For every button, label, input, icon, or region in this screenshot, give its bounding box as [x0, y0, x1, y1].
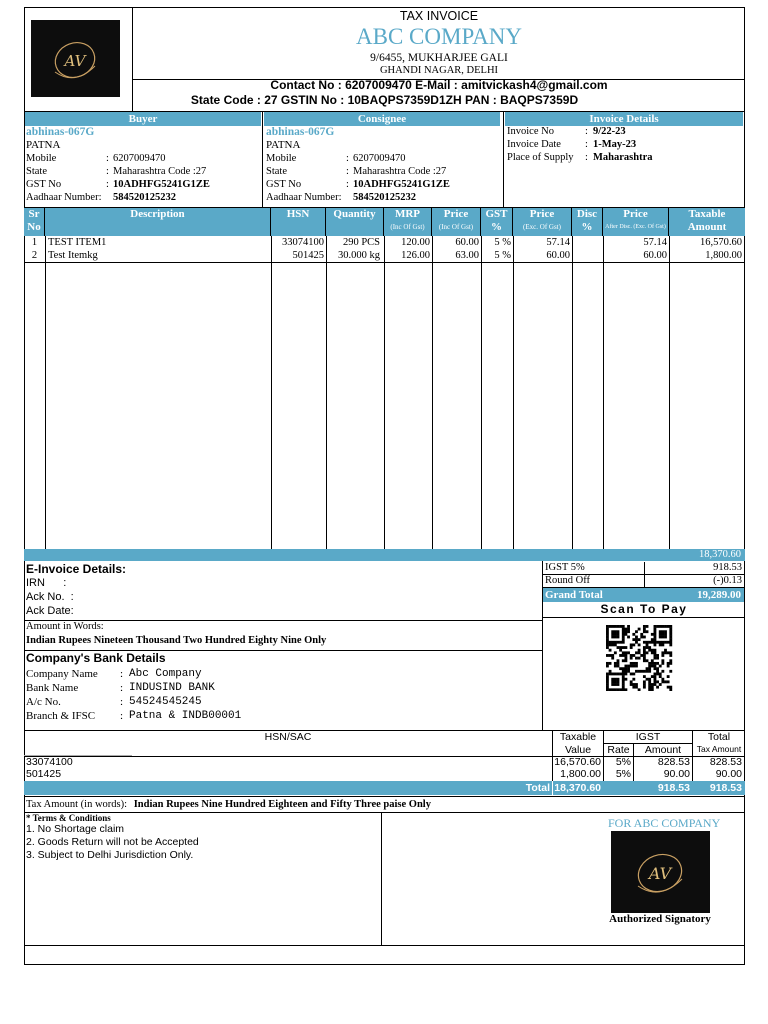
consignee-name: abhinas-067G	[266, 126, 335, 138]
einvoice-ack-no: Ack No. :	[26, 591, 74, 603]
grand-total-label: Grand Total	[545, 589, 603, 601]
hsn-igst-label: IGST	[604, 731, 692, 744]
consignee-state: Maharashtra Code :27	[353, 166, 447, 177]
invoice-supply: Maharashtra	[593, 152, 653, 163]
bank-ifsc: Patna & INDB00001	[129, 710, 242, 722]
buyer-mobile: 6207009470	[113, 153, 166, 164]
consignee-state-colon: :	[346, 166, 349, 177]
item-mrp: 120.00	[401, 237, 430, 248]
consignee-city: PATNA	[266, 139, 301, 151]
item-taxable: 16,570.60	[700, 237, 742, 248]
buyer-state: Maharashtra Code :27	[113, 166, 207, 177]
consignee-state-label: State	[266, 166, 287, 177]
buyer-gst-label: GST No	[26, 179, 62, 190]
col-line	[513, 236, 514, 560]
consignee-aadhaar: 584520125232	[353, 192, 416, 203]
col-price-exc-label: Price	[529, 208, 555, 220]
col-taxable-label: Taxable	[688, 208, 726, 220]
col-disc-label2: %	[581, 221, 593, 233]
einvoice-title: E-Invoice Details:	[26, 562, 127, 576]
col-line	[572, 236, 573, 560]
scan-to-pay-label: Scan To Pay	[543, 602, 745, 618]
consignee-gst-row	[266, 178, 502, 191]
bottom-rule	[24, 945, 745, 946]
signature-logo	[611, 831, 710, 913]
item-disc	[572, 249, 601, 262]
col-price-after-label: Price	[623, 208, 648, 220]
col-taxable-label2: Amount	[687, 221, 727, 233]
logo-icon	[31, 20, 120, 97]
col-qty-label: Quantity	[333, 208, 376, 220]
consignee-mobile-label: Mobile	[266, 153, 297, 164]
hsn-row-total: 828.53	[709, 756, 742, 768]
col-disc-label: Disc	[576, 208, 598, 220]
bank-company-row	[26, 667, 536, 681]
consignee-title: Consignee	[264, 112, 500, 126]
item-disc	[572, 236, 601, 249]
einvoice-irn: IRN :	[26, 577, 67, 589]
bank-company-label: Company Name	[26, 668, 98, 680]
buyer-aadhaar: 584520125232	[113, 192, 176, 203]
item-qty: 30.000 kg	[338, 250, 380, 261]
hsn-row-rate: 5%	[615, 756, 631, 768]
hsn-total-row-label: Total	[525, 782, 550, 794]
address-line2: GHANDI NAGAR, DELHI	[379, 65, 499, 76]
buyer-name: abhinas-067G	[26, 126, 95, 138]
hsn-row-amount: 828.53	[657, 756, 690, 768]
consignee-mobile: 6207009470	[353, 153, 406, 164]
bank-ac: 54524545245	[129, 696, 202, 708]
consignee-block	[266, 126, 502, 204]
contact-line: Contact No : 6207009470 E-Mail : amitvickash4@gmail.com	[270, 78, 608, 92]
amount-words-label: Amount in Words:	[26, 621, 104, 632]
qr-code[interactable]	[606, 625, 673, 691]
col-price-exc	[513, 208, 572, 236]
consignee-aadhaar-label: Aadhaar Number:	[266, 192, 342, 203]
summary-divider	[644, 562, 645, 575]
item-hsn: 501425	[292, 250, 324, 261]
qr-code-icon	[606, 625, 673, 691]
buyer-aadhaar-row	[26, 191, 262, 204]
consignee-gst-label: GST No	[266, 179, 302, 190]
summary-divider	[644, 575, 645, 588]
col-line	[271, 236, 272, 560]
col-sr	[24, 208, 45, 236]
col-mrp-sub: (Inc Of Gst)	[390, 223, 425, 231]
item-price: 60.00	[455, 237, 479, 248]
col-price	[432, 208, 481, 236]
company-name: ABC COMPANY	[356, 24, 522, 49]
bank-name-row	[26, 681, 536, 695]
igst-label: IGST 5%	[545, 562, 585, 573]
bank-ac-colon: :	[120, 696, 124, 708]
col-sr-label2: No	[27, 221, 41, 233]
buyer-aadhaar-label: Aadhaar Number:	[26, 192, 102, 203]
item-taxable: 1,800.00	[705, 250, 742, 261]
invoice-date-label: Invoice Date	[507, 139, 561, 150]
bank-title: Company's Bank Details	[26, 651, 166, 665]
col-price-after	[603, 208, 669, 236]
item-row-1	[24, 236, 745, 249]
hsn-row-code: 501425	[26, 768, 62, 780]
item-gst: 5 %	[494, 250, 511, 261]
item-price-after: 57.14	[643, 237, 667, 248]
party-divider-2	[503, 112, 504, 207]
col-gst-label2: %	[491, 221, 502, 233]
item-desc: TEST ITEM1	[48, 237, 107, 248]
hsn-value-label: Value	[564, 744, 592, 756]
col-price-exc-sub: (Exc. Of Gst)	[523, 223, 561, 231]
igst-value: 918.53	[713, 562, 742, 573]
invoice-date-row	[507, 138, 743, 151]
item-gst: 5 %	[494, 237, 511, 248]
col-mrp	[384, 208, 432, 236]
igst-row	[543, 562, 745, 575]
item-sr: 1	[31, 237, 38, 248]
hsn-amount-label: Amount	[644, 744, 682, 756]
amount-words-value: Indian Rupees Nineteen Thousand Two Hundred Eighty Nine Only	[26, 635, 327, 646]
item-price: 63.00	[455, 250, 479, 261]
consignee-mobile-row	[266, 152, 502, 165]
logo-icon	[611, 831, 710, 913]
buyer-state-row	[26, 165, 262, 178]
party-divider-1	[262, 112, 263, 207]
item-desc: Test Itemkg	[48, 250, 98, 261]
consignee-aadhaar-row	[266, 191, 502, 204]
col-hsn	[271, 208, 326, 236]
hsn-row-value: 16,570.60	[554, 756, 601, 768]
col-hsn-label: HSN	[286, 208, 310, 220]
for-company-label: FOR ABC COMPANY	[608, 816, 721, 830]
hsn-col-label: HSN/SAC	[264, 731, 312, 743]
hsn-total-row	[24, 781, 745, 795]
invoice-supply-label: Place of Supply	[507, 152, 574, 163]
buyer-mobile-label: Mobile	[26, 153, 57, 164]
invoice-details-block	[507, 125, 743, 164]
logo-text: AV	[648, 864, 672, 883]
bank-ac-label: A/c No.	[26, 696, 61, 708]
round-value: (-)0.13	[713, 575, 742, 586]
header-logo	[31, 20, 120, 97]
col-line	[45, 236, 46, 560]
item-price-after: 60.00	[643, 250, 667, 261]
items-header	[24, 208, 745, 236]
item-price-exc: 57.14	[546, 237, 570, 248]
bank-ifsc-label: Branch & IFSC	[26, 710, 96, 722]
invoice-no-colon: :	[585, 126, 588, 137]
invoice-date: 1-May-23	[593, 139, 637, 150]
invoice-details-title: Invoice Details	[505, 112, 743, 126]
item-row-rule	[24, 262, 745, 263]
invoice-supply-colon: :	[585, 152, 588, 163]
invoice-no-label: Invoice No	[507, 126, 554, 137]
buyer-mobile-colon: :	[106, 153, 109, 164]
bank-name-label: Bank Name	[26, 682, 79, 694]
buyer-state-label: State	[26, 166, 47, 177]
hsn-row-total: 90.00	[715, 768, 742, 780]
hsn-row-amount: 90.00	[663, 768, 690, 780]
col-price-after-sub: After Disc. (Exc. Of Gst)	[605, 224, 666, 230]
col-disc	[572, 208, 603, 236]
terms-title: * Terms & Conditions	[26, 813, 111, 823]
buyer-gst-row	[26, 178, 262, 191]
item-price-exc: 60.00	[546, 250, 570, 261]
terms-divider	[381, 813, 382, 945]
consignee-state-row	[266, 165, 502, 178]
col-sr-label: Sr	[28, 208, 40, 220]
items-total: 18,370.60	[699, 549, 741, 560]
grand-total-value: 19,289.00	[697, 589, 741, 601]
invoice-supply-row	[507, 151, 743, 164]
invoice-date-colon: :	[585, 139, 588, 150]
consignee-mobile-colon: :	[346, 153, 349, 164]
bank-ifsc-colon: :	[120, 710, 124, 722]
buyer-title: Buyer	[25, 112, 261, 126]
buyer-gst: 10ADHFG5241G1ZE	[113, 179, 210, 190]
einvoice-ack-date: Ack Date:	[26, 605, 74, 617]
terms-item: 1. No Shortage claim	[26, 823, 125, 835]
buyer-block	[26, 126, 262, 204]
round-row	[543, 575, 745, 588]
state-line: State Code : 27 GSTIN No : 10BAQPS7359D1ZH PAN : BAQPS7359D	[190, 93, 579, 107]
col-price-sub: (Inc Of Gst)	[438, 223, 474, 231]
buyer-mobile-row	[26, 152, 262, 165]
hsn-total-tax-label: Tax Amount	[696, 744, 742, 754]
col-line	[481, 236, 482, 560]
col-price-label: Price	[443, 208, 469, 220]
consignee-gst-colon: :	[346, 179, 349, 190]
bank-name: INDUSIND BANK	[129, 682, 215, 694]
col-line	[603, 236, 604, 560]
tax-words-label: Tax Amount (in words):	[26, 799, 128, 810]
item-qty: 290 PCS	[342, 237, 380, 248]
item-hsn: 33074100	[282, 237, 324, 248]
bank-company: Abc Company	[129, 668, 202, 680]
col-qty	[326, 208, 384, 236]
col-gst-label: GST	[485, 208, 508, 220]
hsn-total-label: Total	[707, 731, 731, 743]
hsn-row-value: 1,800.00	[560, 768, 601, 780]
item-sr: 2	[31, 250, 38, 261]
terms-item: 2. Goods Return will not be Accepted	[26, 836, 199, 848]
hsn-total-tax: 918.53	[709, 782, 742, 794]
col-gst	[481, 208, 513, 236]
tax-words-value: Indian Rupees Nine Hundred Eighteen and Fifty Three paise Only	[133, 799, 431, 810]
bank-ifsc-row	[26, 709, 536, 723]
col-line	[384, 236, 385, 560]
items-total-bar	[24, 549, 745, 561]
bank-company-colon: :	[120, 668, 124, 680]
item-row-2	[24, 249, 745, 262]
col-desc-label: Description	[130, 208, 185, 220]
invoice-no: 9/22-23	[593, 126, 626, 137]
hsn-table	[24, 731, 745, 796]
tax-words-row	[24, 796, 745, 813]
bank-ac-row	[26, 695, 536, 709]
col-taxable	[669, 208, 745, 236]
col-desc	[45, 208, 271, 236]
address-line1: 9/6455, MUKHARJEE GALI	[370, 52, 508, 64]
hsn-total-amount: 918.53	[657, 782, 690, 794]
invoice-no-row	[507, 125, 743, 138]
round-label: Round Off	[545, 575, 591, 586]
buyer-state-colon: :	[106, 166, 109, 177]
hsn-taxable-label: Taxable	[559, 731, 597, 743]
col-line	[432, 236, 433, 560]
hsn-row-code: 33074100	[26, 756, 73, 768]
consignee-gst: 10ADHFG5241G1ZE	[353, 179, 450, 190]
hsn-total-value: 18,370.60	[554, 782, 601, 794]
buyer-city: PATNA	[26, 139, 61, 151]
buyer-gst-colon: :	[106, 179, 109, 190]
col-line	[326, 236, 327, 560]
col-mrp-label: MRP	[394, 208, 421, 220]
doc-title: TAX INVOICE	[399, 9, 479, 23]
hsn-row-rate: 5%	[615, 768, 631, 780]
col-line	[669, 236, 670, 560]
grand-total-row	[543, 588, 744, 602]
item-mrp: 126.00	[401, 250, 430, 261]
terms-item: 3. Subject to Delhi Jurisdiction Only.	[26, 849, 194, 861]
hsn-rate-label: Rate	[607, 744, 630, 756]
bank-block	[26, 667, 536, 723]
bank-name-colon: :	[120, 682, 124, 694]
logo-text: AV	[64, 52, 86, 70]
authorized-signatory: Authorized Signatory	[609, 913, 711, 925]
